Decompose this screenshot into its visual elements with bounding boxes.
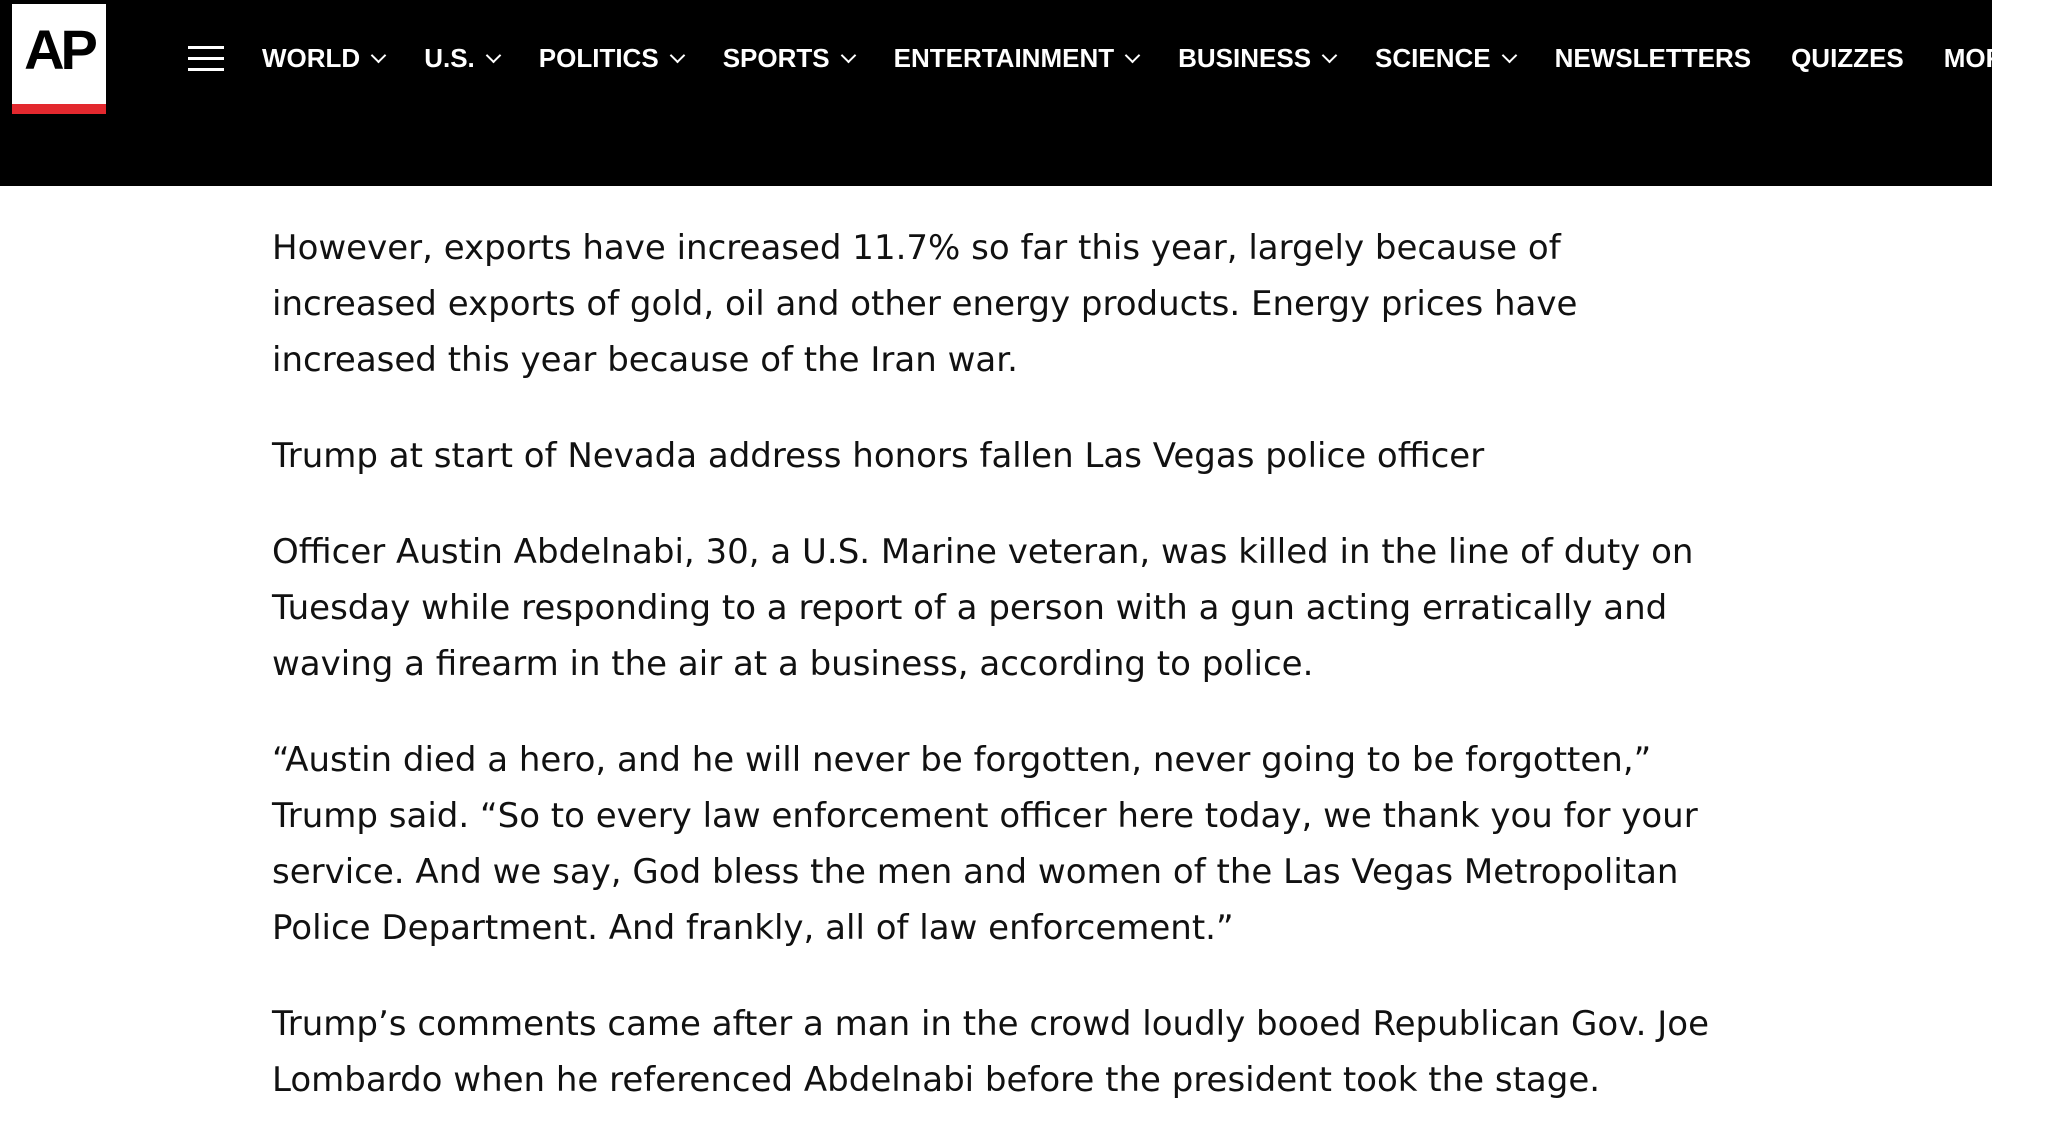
chevron-down-icon <box>1125 47 1141 63</box>
logo-text: AP <box>24 18 94 81</box>
nav-item-newsletters[interactable]: NEWSLETTERS <box>1554 42 1752 73</box>
logo-accent-bar <box>12 104 106 114</box>
nav-item-world[interactable]: WORLD <box>262 43 384 74</box>
article-subheading: Trump at start of Nevada address honors fallen Las Vegas police officer <box>272 436 1485 476</box>
chevron-down-icon <box>840 47 856 63</box>
nav-item-quizzes[interactable]: QUIZZES <box>1791 42 1904 73</box>
nav-item-sports[interactable]: SPORTS <box>723 43 854 74</box>
article-body <box>272 220 1732 1148</box>
site-header <box>0 0 2022 186</box>
nav-item-business[interactable]: BUSINESS <box>1178 43 1335 74</box>
nav-item-us[interactable]: U.S. <box>424 43 499 74</box>
nav-item-politics[interactable]: POLITICS <box>539 43 683 74</box>
article-quote-paragraph: “Austin died a hero, and he will never be forgotten, never going to be forgotten,” Trump said. “So to every law enforcement officer here today, we thank you for your service. And we say, God bless the men and women of the Las Vegas Metropolitan Police Department. And frankly, all of law enforcement.” <box>272 740 1698 948</box>
chevron-down-icon <box>1501 47 1517 63</box>
chevron-down-icon <box>371 47 387 63</box>
chevron-down-icon <box>486 47 502 63</box>
article-paragraph: Officer Austin Abdelnabi, 30, a U.S. Marine veteran, was killed in the line of duty on Tuesday while responding to a report of a person with a gun acting erratically and waving a firearm in the air at a business, according to police. <box>272 532 1694 684</box>
article-paragraph: However, exports have increased 11.7% so far this year, largely because of increased exports of gold, oil and other energy products. Energy prices have increased this year because of the Iran war. <box>272 228 1578 380</box>
ap-logo[interactable] <box>12 4 106 114</box>
nav-item-entertainment[interactable]: ENTERTAINMENT <box>894 43 1139 74</box>
chevron-down-icon <box>669 47 685 63</box>
article-paragraph: Trump’s comments came after a man in the crowd loudly booed Republican Gov. Joe Lombardo when he referenced Abdelnabi before the president took the stage. <box>272 1004 1710 1100</box>
nav-item-more[interactable]: MORE <box>1944 43 2046 74</box>
nav-item-science[interactable]: SCIENCE <box>1375 43 1515 74</box>
chevron-down-icon <box>1322 47 1338 63</box>
main-nav <box>262 38 2046 78</box>
chevron-down-icon <box>2032 47 2048 63</box>
hamburger-menu-icon[interactable] <box>186 44 226 74</box>
